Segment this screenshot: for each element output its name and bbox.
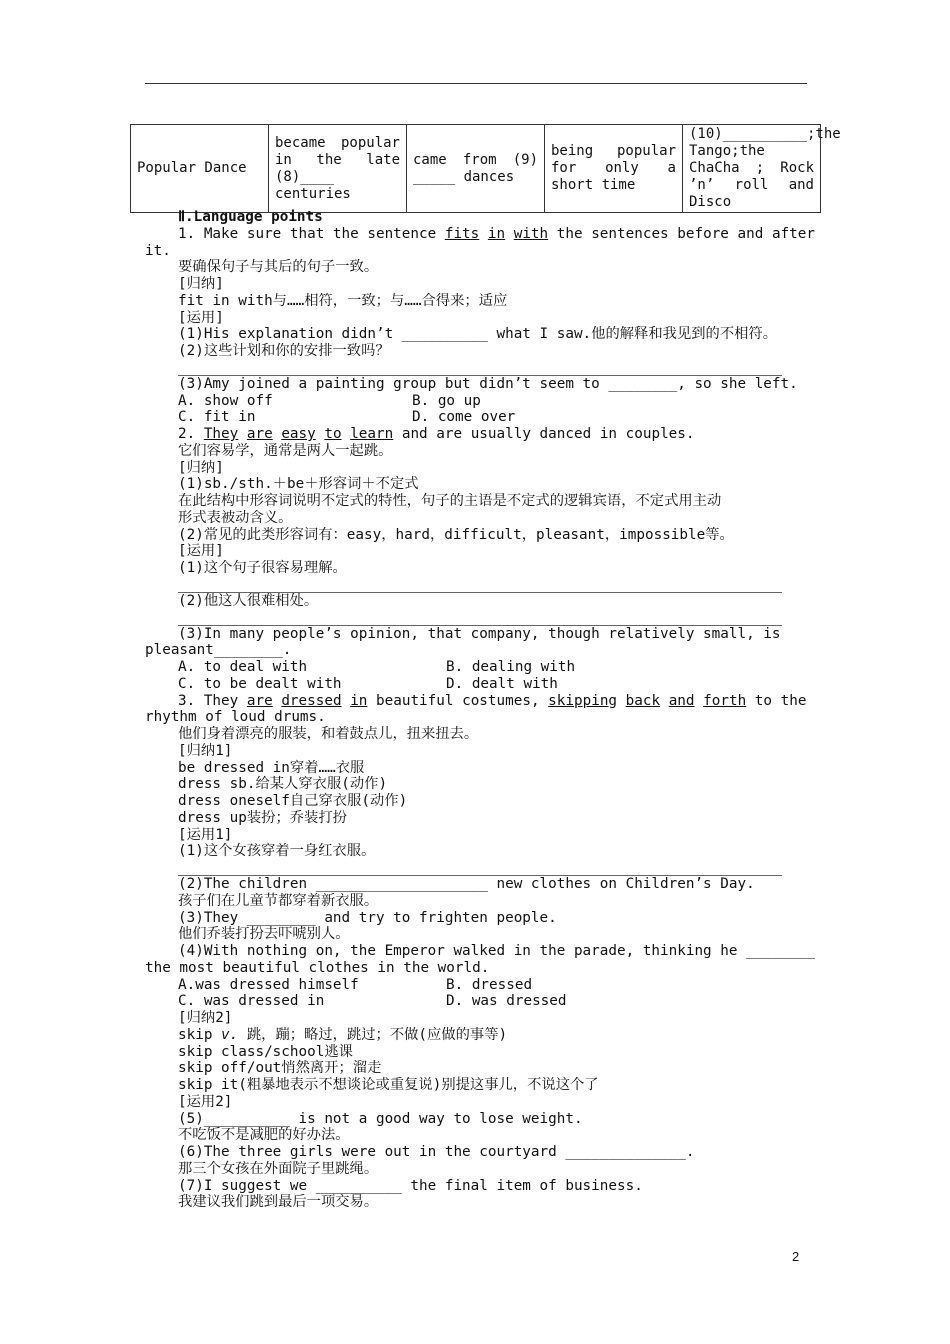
translation: 不吃饭不是减肥的好办法。 <box>178 1127 350 1144</box>
question: (3)They ________ and try to frighten people. <box>178 909 557 926</box>
point-3-line-2: rhythm of loud drums. <box>145 709 326 726</box>
part-of-speech: v. <box>221 1026 239 1043</box>
definition: dress oneself自己穿衣服(动作) <box>178 793 408 809</box>
options-row <box>145 977 808 994</box>
question: (3)Amy joined a painting group but didn’t seem to ________, so she left. <box>178 375 798 392</box>
underlined-word: with <box>513 225 549 242</box>
options-row <box>145 393 808 410</box>
option-a[interactable]: A.was dressed himself <box>178 976 359 993</box>
point-2-line-1 <box>145 426 808 443</box>
definition <box>145 1027 808 1044</box>
rule: (2)常见的此类形容词有：easy，hard，difficult，pleasant，impossible等。 <box>178 526 734 543</box>
text: 3. They <box>178 692 247 709</box>
translation: 那三个女孩在外面院子里跳绳。 <box>178 1160 379 1177</box>
translation: 孩子们在儿童节都穿着新衣服。 <box>178 892 379 909</box>
question: (2)他这人很难相处。 <box>178 592 319 609</box>
question: (7)I suggest we __________ the final item of business. <box>178 1177 643 1194</box>
option-b[interactable]: B. dealing with <box>446 659 576 675</box>
point-1-line-2: it. <box>145 242 171 259</box>
summary-heading: [归纳] <box>178 459 224 476</box>
question: (1)这个句子很容易理解。 <box>178 560 347 576</box>
underlined-word: in <box>487 225 506 242</box>
question: (5)__________ is not a good way to lose weight. <box>178 1110 583 1127</box>
definition: dress up装扮；乔装打扮 <box>178 809 347 826</box>
underlined-word: fits <box>444 225 480 242</box>
translation: 它们容易学，通常是两人一起跳。 <box>178 442 393 459</box>
option-b[interactable]: B. go up <box>412 392 481 409</box>
underlined-word: to <box>324 426 342 442</box>
definition: skip it(粗暴地表示不想谈论或重复说)别提这事儿，不说这个了 <box>178 1077 599 1093</box>
summary-heading: [归纳2] <box>178 1010 233 1026</box>
point-1-line-1 <box>145 225 815 243</box>
underlined-word: dressed <box>281 692 342 709</box>
text: 跳，蹦；略过，跳过；不做(应做的事等) <box>238 1026 508 1043</box>
definition: skip class/school逃课 <box>178 1043 353 1060</box>
language-points <box>145 209 815 1211</box>
question: (4)With nothing on, the Emperor walked in the parade, thinking he ________ <box>178 943 815 959</box>
options-row <box>145 993 808 1010</box>
options-row <box>145 409 808 426</box>
summary-heading: [归纳] <box>178 276 224 292</box>
text: 2. <box>178 426 204 442</box>
answer-line[interactable] <box>178 610 782 626</box>
answer-line[interactable] <box>178 860 782 876</box>
rule: 在此结构中形容词说明不定式的特性，句子的主语是不定式的逻辑宾语，不定式用主动 <box>178 493 722 509</box>
practice-heading: [运用2] <box>178 1093 233 1110</box>
table-cell: became popular in the late (8)____ centuries <box>269 125 407 213</box>
text: and are usually danced in couples. <box>393 426 695 442</box>
option-d[interactable]: D. dealt with <box>446 675 558 692</box>
question: (3)In many people’s opinion, that company, though relatively small, is <box>178 625 781 642</box>
text: 1. Make sure that the sentence <box>178 225 445 242</box>
underlined-word: forth <box>703 692 747 709</box>
practice-heading: [运用1] <box>178 826 233 843</box>
option-c[interactable]: C. was dressed in <box>178 993 325 1010</box>
underlined-word: are <box>246 426 273 442</box>
underlined-word: easy <box>281 426 316 442</box>
definition: dress sb.给某人穿衣服(动作) <box>178 776 388 793</box>
option-c[interactable]: C. fit in <box>178 409 256 426</box>
summary-heading: [归纳1] <box>178 742 233 759</box>
definition: be dressed in穿着……衣服 <box>178 759 365 776</box>
text: the sentences before and after <box>548 225 815 242</box>
translation: 他们身着漂亮的服装，和着鼓点儿，扭来扭去。 <box>178 726 479 742</box>
question: (2)The children ____________________ new clothes on Children’s Day. <box>178 876 755 892</box>
table-row <box>131 125 821 213</box>
dance-table <box>130 124 841 213</box>
underlined-word: are <box>246 692 273 709</box>
underlined-word: They <box>203 426 239 442</box>
table-cell: (10)__________;the Tango;the ChaCha ; Rock ’n’ roll and Disco <box>683 125 821 213</box>
translation: 我建议我们跳到最后一项交易。 <box>178 1194 379 1211</box>
text: beautiful costumes, <box>367 692 549 709</box>
question: (2)这些计划和你的安排一致吗？ <box>178 343 390 359</box>
option-c[interactable]: C. to be dealt with <box>178 675 342 692</box>
underlined-word: back <box>625 692 661 709</box>
question: pleasant________. <box>145 642 292 659</box>
practice-heading: [运用] <box>178 543 224 560</box>
header-rule <box>145 83 807 84</box>
question: (1)这个女孩穿着一身红衣服。 <box>178 843 376 860</box>
option-d[interactable]: D. was dressed <box>446 993 567 1010</box>
translation: 要确保句子与其后的句子一致。 <box>178 259 379 276</box>
options-row <box>145 659 808 676</box>
practice-heading: [运用] <box>178 309 224 326</box>
section-title: Ⅱ.Language points <box>178 209 323 225</box>
option-b[interactable]: B. dressed <box>446 976 533 993</box>
underlined-word: skipping <box>548 692 618 709</box>
option-a[interactable]: A. show off <box>178 392 273 409</box>
options-row <box>145 676 808 693</box>
text: skip <box>178 1026 222 1043</box>
option-a[interactable]: A. to deal with <box>178 659 308 675</box>
option-d[interactable]: D. come over <box>412 409 516 426</box>
answer-line[interactable] <box>178 577 782 593</box>
table-cell: being popular for only a short time <box>545 125 683 213</box>
text: to the <box>746 692 807 709</box>
rule: 形式表被动含义。 <box>178 509 293 526</box>
underlined-word: in <box>350 692 368 709</box>
answer-line[interactable] <box>178 360 782 376</box>
rule: (1)sb./sth.＋be＋形容词＋不定式 <box>178 476 419 493</box>
definition: skip off/out悄然离开；溜走 <box>178 1060 382 1077</box>
underlined-word: learn <box>350 426 394 442</box>
translation: 他们乔装打扮去吓唬别人。 <box>178 926 350 943</box>
underlined-word: and <box>668 692 695 709</box>
page-number: 2 <box>792 1249 800 1264</box>
table-cell: came from (9) _____ dances <box>407 125 545 213</box>
question: the most beautiful clothes in the world. <box>145 959 490 976</box>
point-3-line-1 <box>145 693 808 710</box>
question: (1)His explanation didn’t __________ what I saw.他的解释和我见到的不相符。 <box>178 326 778 343</box>
question: (6)The three girls were out in the courtyard ______________. <box>178 1144 695 1160</box>
definition: fit in with与……相符，一致；与……合得来；适应 <box>178 292 508 309</box>
table-cell: Popular Dance <box>131 125 269 213</box>
